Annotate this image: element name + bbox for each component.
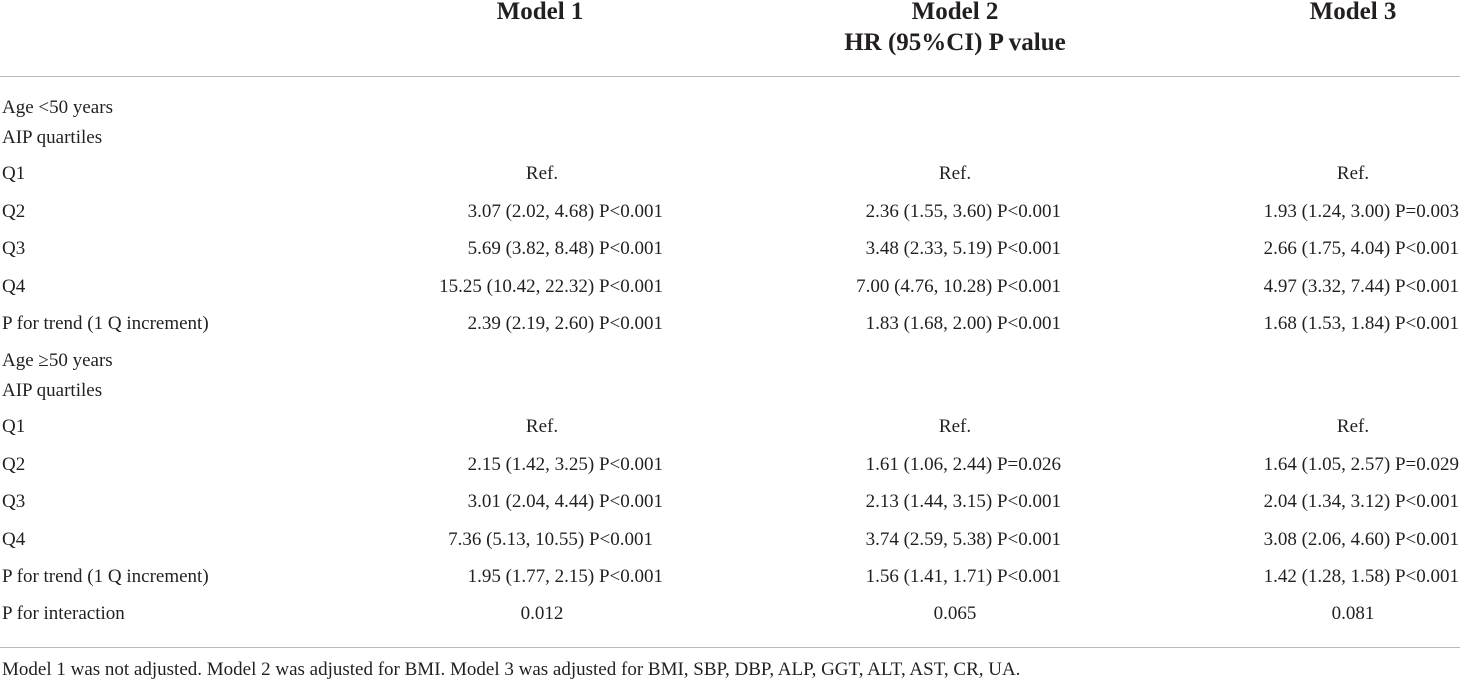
model1-value: 3.07 (2.02, 4.68) P<0.001 xyxy=(467,201,663,222)
model2-value: 3.48 (2.33, 5.19) P<0.001 xyxy=(865,238,1061,259)
model1-value: 2.15 (1.42, 3.25) P<0.001 xyxy=(467,454,663,475)
row-label: Q1 xyxy=(2,163,26,184)
model3-value: 2.66 (1.75, 4.04) P<0.001 xyxy=(1263,238,1459,259)
row-label: Q2 xyxy=(2,201,26,222)
row-label: Q3 xyxy=(2,491,26,512)
model3-value: 2.04 (1.34, 3.12) P<0.001 xyxy=(1263,491,1459,512)
model3-value: 4.97 (3.32, 7.44) P<0.001 xyxy=(1263,276,1459,297)
group1-sublabel: AIP quartiles xyxy=(2,127,103,148)
model1-value: 0.012 xyxy=(520,603,564,624)
model2-value: 7.00 (4.76, 10.28) P<0.001 xyxy=(856,276,1061,297)
model2-value: 0.065 xyxy=(933,603,977,624)
footnote: Model 1 was not adjusted. Model 2 was adjusted for BMI. Model 3 was adjusted for BMI, SBP, DBP, ALP, GGT, ALT, AST, CR, UA. xyxy=(2,659,1021,680)
model2-value: 1.61 (1.06, 2.44) P=0.026 xyxy=(865,454,1061,475)
row-label: P for interaction xyxy=(2,603,125,624)
model1-value: 1.95 (1.77, 2.15) P<0.001 xyxy=(467,566,663,587)
model2-value: 2.13 (1.44, 3.15) P<0.001 xyxy=(865,491,1061,512)
row-label: Q2 xyxy=(2,454,26,475)
row-label: Q3 xyxy=(2,238,26,259)
model3-value: Ref. xyxy=(1336,163,1370,184)
model3-value: 3.08 (2.06, 4.60) P<0.001 xyxy=(1263,529,1459,550)
header-rule xyxy=(0,76,1460,77)
header-model1: Model 1 xyxy=(496,0,584,25)
model3-value: 1.42 (1.28, 1.58) P<0.001 xyxy=(1263,566,1459,587)
model1-value: 2.39 (2.19, 2.60) P<0.001 xyxy=(467,313,663,334)
model3-value: Ref. xyxy=(1336,416,1370,437)
row-label: Q1 xyxy=(2,416,26,437)
model1-value: Ref. xyxy=(525,163,559,184)
row-label: P for trend (1 Q increment) xyxy=(2,313,209,334)
model2-value: 3.74 (2.59, 5.38) P<0.001 xyxy=(865,529,1061,550)
header-subtitle: HR (95%CI) P value xyxy=(844,29,1066,56)
row-label: Q4 xyxy=(2,529,26,550)
model1-value: 3.01 (2.04, 4.44) P<0.001 xyxy=(467,491,663,512)
model1-value: Ref. xyxy=(525,416,559,437)
model1-value: 7.36 (5.13, 10.55) P<0.001 xyxy=(448,529,653,550)
model3-value: 1.64 (1.05, 2.57) P=0.029 xyxy=(1263,454,1459,475)
model2-value: 1.56 (1.41, 1.71) P<0.001 xyxy=(865,566,1061,587)
header-model2: Model 2 xyxy=(911,0,999,25)
model1-value: 15.25 (10.42, 22.32) P<0.001 xyxy=(439,276,663,297)
model3-value: 1.93 (1.24, 3.00) P=0.003 xyxy=(1263,201,1459,222)
model2-value: Ref. xyxy=(938,163,972,184)
group1-label: Age <50 years xyxy=(2,97,113,118)
row-label: P for trend (1 Q increment) xyxy=(2,566,209,587)
header-model3: Model 3 xyxy=(1309,0,1397,25)
row-label: Q4 xyxy=(2,276,26,297)
footer-rule xyxy=(0,647,1460,648)
group2-label: Age ≥50 years xyxy=(2,350,113,371)
model2-value: 2.36 (1.55, 3.60) P<0.001 xyxy=(865,201,1061,222)
model2-value: 1.83 (1.68, 2.00) P<0.001 xyxy=(865,313,1061,334)
group2-sublabel: AIP quartiles xyxy=(2,380,103,401)
model3-value: 0.081 xyxy=(1331,603,1375,624)
model3-value: 1.68 (1.53, 1.84) P<0.001 xyxy=(1263,313,1459,334)
model1-value: 5.69 (3.82, 8.48) P<0.001 xyxy=(467,238,663,259)
model2-value: Ref. xyxy=(938,416,972,437)
